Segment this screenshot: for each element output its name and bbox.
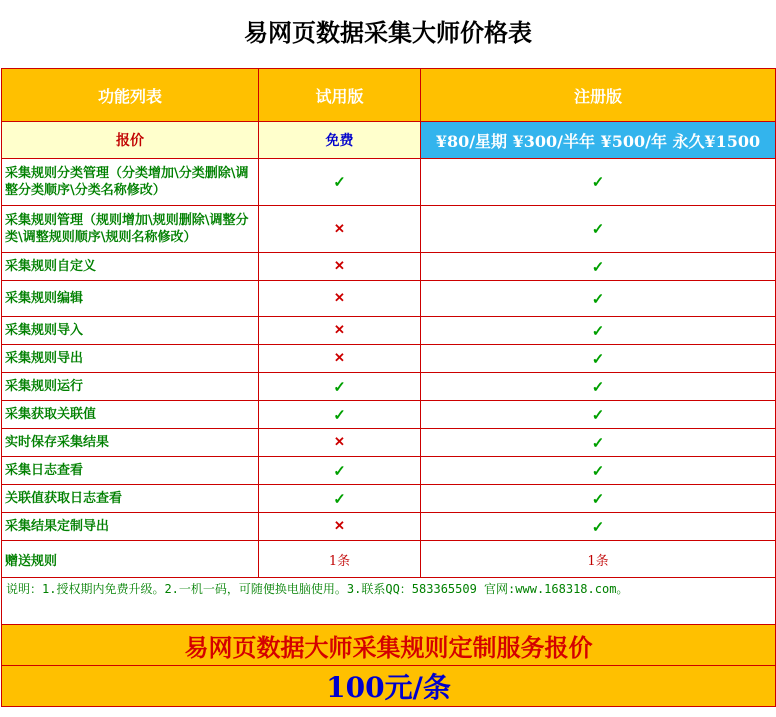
feature-trial-cell (259, 281, 421, 317)
feature-registered-cell (421, 401, 776, 429)
gift-registered: 1条 (421, 541, 776, 578)
feature-name: 采集规则导入 (2, 317, 259, 345)
check-icon: ✓ (591, 377, 605, 396)
feature-trial-cell (259, 429, 421, 457)
feature-registered-cell (421, 345, 776, 373)
feature-trial-cell (259, 401, 421, 429)
feature-row (2, 206, 776, 253)
gift-label: 赠送规则 (2, 541, 259, 578)
price-row (2, 122, 776, 159)
feature-trial-cell (259, 513, 421, 541)
feature-name: 采集规则管理（规则增加\规则删除\调整分类\调整规则顺序\规则名称修改） (2, 206, 259, 253)
cross-icon: ✕ (334, 221, 345, 237)
feature-name: 实时保存采集结果 (2, 429, 259, 457)
feature-row (2, 457, 776, 485)
feature-registered-cell (421, 317, 776, 345)
feature-row (2, 159, 776, 206)
custom-service-price-row (2, 666, 776, 707)
feature-registered-cell (421, 429, 776, 457)
feature-row (2, 513, 776, 541)
feature-name: 采集规则导出 (2, 345, 259, 373)
feature-name: 采集规则运行 (2, 373, 259, 401)
feature-trial-cell (259, 206, 421, 253)
feature-registered-cell (421, 281, 776, 317)
check-icon: ✓ (333, 461, 346, 480)
feature-row (2, 281, 776, 317)
cross-icon: ✕ (334, 519, 345, 534)
note-row (2, 578, 776, 625)
cross-icon: ✕ (334, 291, 345, 306)
gift-trial: 1条 (259, 541, 421, 578)
check-icon: ✓ (591, 321, 605, 340)
check-icon: ✓ (591, 349, 605, 368)
custom-service-title: 易网页数据大师采集规则定制服务报价 (2, 625, 776, 666)
feature-trial-cell (259, 345, 421, 373)
check-icon: ✓ (591, 405, 605, 424)
check-icon: ✓ (333, 377, 346, 396)
check-icon: ✓ (591, 461, 605, 480)
custom-service-price: 100元/条 (2, 666, 776, 707)
check-icon: ✓ (333, 173, 346, 191)
feature-name: 采集获取关联值 (2, 401, 259, 429)
header-features: 功能列表 (2, 69, 259, 122)
feature-row (2, 253, 776, 281)
gift-row (2, 541, 776, 578)
header-registered: 注册版 (421, 69, 776, 122)
feature-trial-cell (259, 317, 421, 345)
price-trial: 免费 (259, 122, 421, 159)
feature-row (2, 345, 776, 373)
feature-registered-cell (421, 253, 776, 281)
check-icon: ✓ (333, 405, 346, 424)
check-icon: ✓ (591, 173, 605, 191)
feature-trial-cell (259, 373, 421, 401)
feature-name: 采集结果定制导出 (2, 513, 259, 541)
check-icon: ✓ (591, 220, 605, 238)
feature-name: 采集日志查看 (2, 457, 259, 485)
cross-icon: ✕ (334, 323, 345, 338)
feature-registered-cell (421, 457, 776, 485)
note-text: 说明：1.授权期内免费升级。2.一机一码，可随便换电脑使用。3.联系QQ：583365509 官网:www.168318.com。 (2, 578, 776, 625)
price-registered: ¥80/星期 ¥300/半年 ¥500/年 永久¥1500 (421, 122, 776, 159)
feature-name: 采集规则分类管理（分类增加\分类删除\调整分类顺序\分类名称修改） (2, 159, 259, 206)
feature-row (2, 373, 776, 401)
feature-row (2, 485, 776, 513)
feature-registered-cell (421, 159, 776, 206)
feature-name: 采集规则自定义 (2, 253, 259, 281)
cross-icon: ✕ (334, 351, 345, 366)
feature-name: 采集规则编辑 (2, 281, 259, 317)
feature-registered-cell (421, 373, 776, 401)
page-title: 易网页数据采集大师价格表 (244, 18, 532, 47)
feature-row (2, 317, 776, 345)
check-icon: ✓ (591, 257, 605, 276)
header-row (2, 69, 776, 122)
check-icon: ✓ (591, 517, 605, 536)
feature-trial-cell (259, 159, 421, 206)
check-icon: ✓ (591, 489, 605, 508)
check-icon: ✓ (333, 489, 346, 508)
header-trial: 试用版 (259, 69, 421, 122)
feature-registered-cell (421, 485, 776, 513)
check-icon: ✓ (591, 433, 605, 452)
feature-trial-cell (259, 485, 421, 513)
custom-service-title-row (2, 625, 776, 666)
feature-name: 关联值获取日志查看 (2, 485, 259, 513)
feature-trial-cell (259, 457, 421, 485)
feature-row (2, 429, 776, 457)
pricing-table (1, 68, 776, 707)
cross-icon: ✕ (334, 435, 345, 450)
feature-row (2, 401, 776, 429)
feature-trial-cell (259, 253, 421, 281)
check-icon: ✓ (591, 289, 605, 308)
feature-registered-cell (421, 206, 776, 253)
cross-icon: ✕ (334, 259, 345, 274)
price-label: 报价 (2, 122, 259, 159)
feature-registered-cell (421, 513, 776, 541)
